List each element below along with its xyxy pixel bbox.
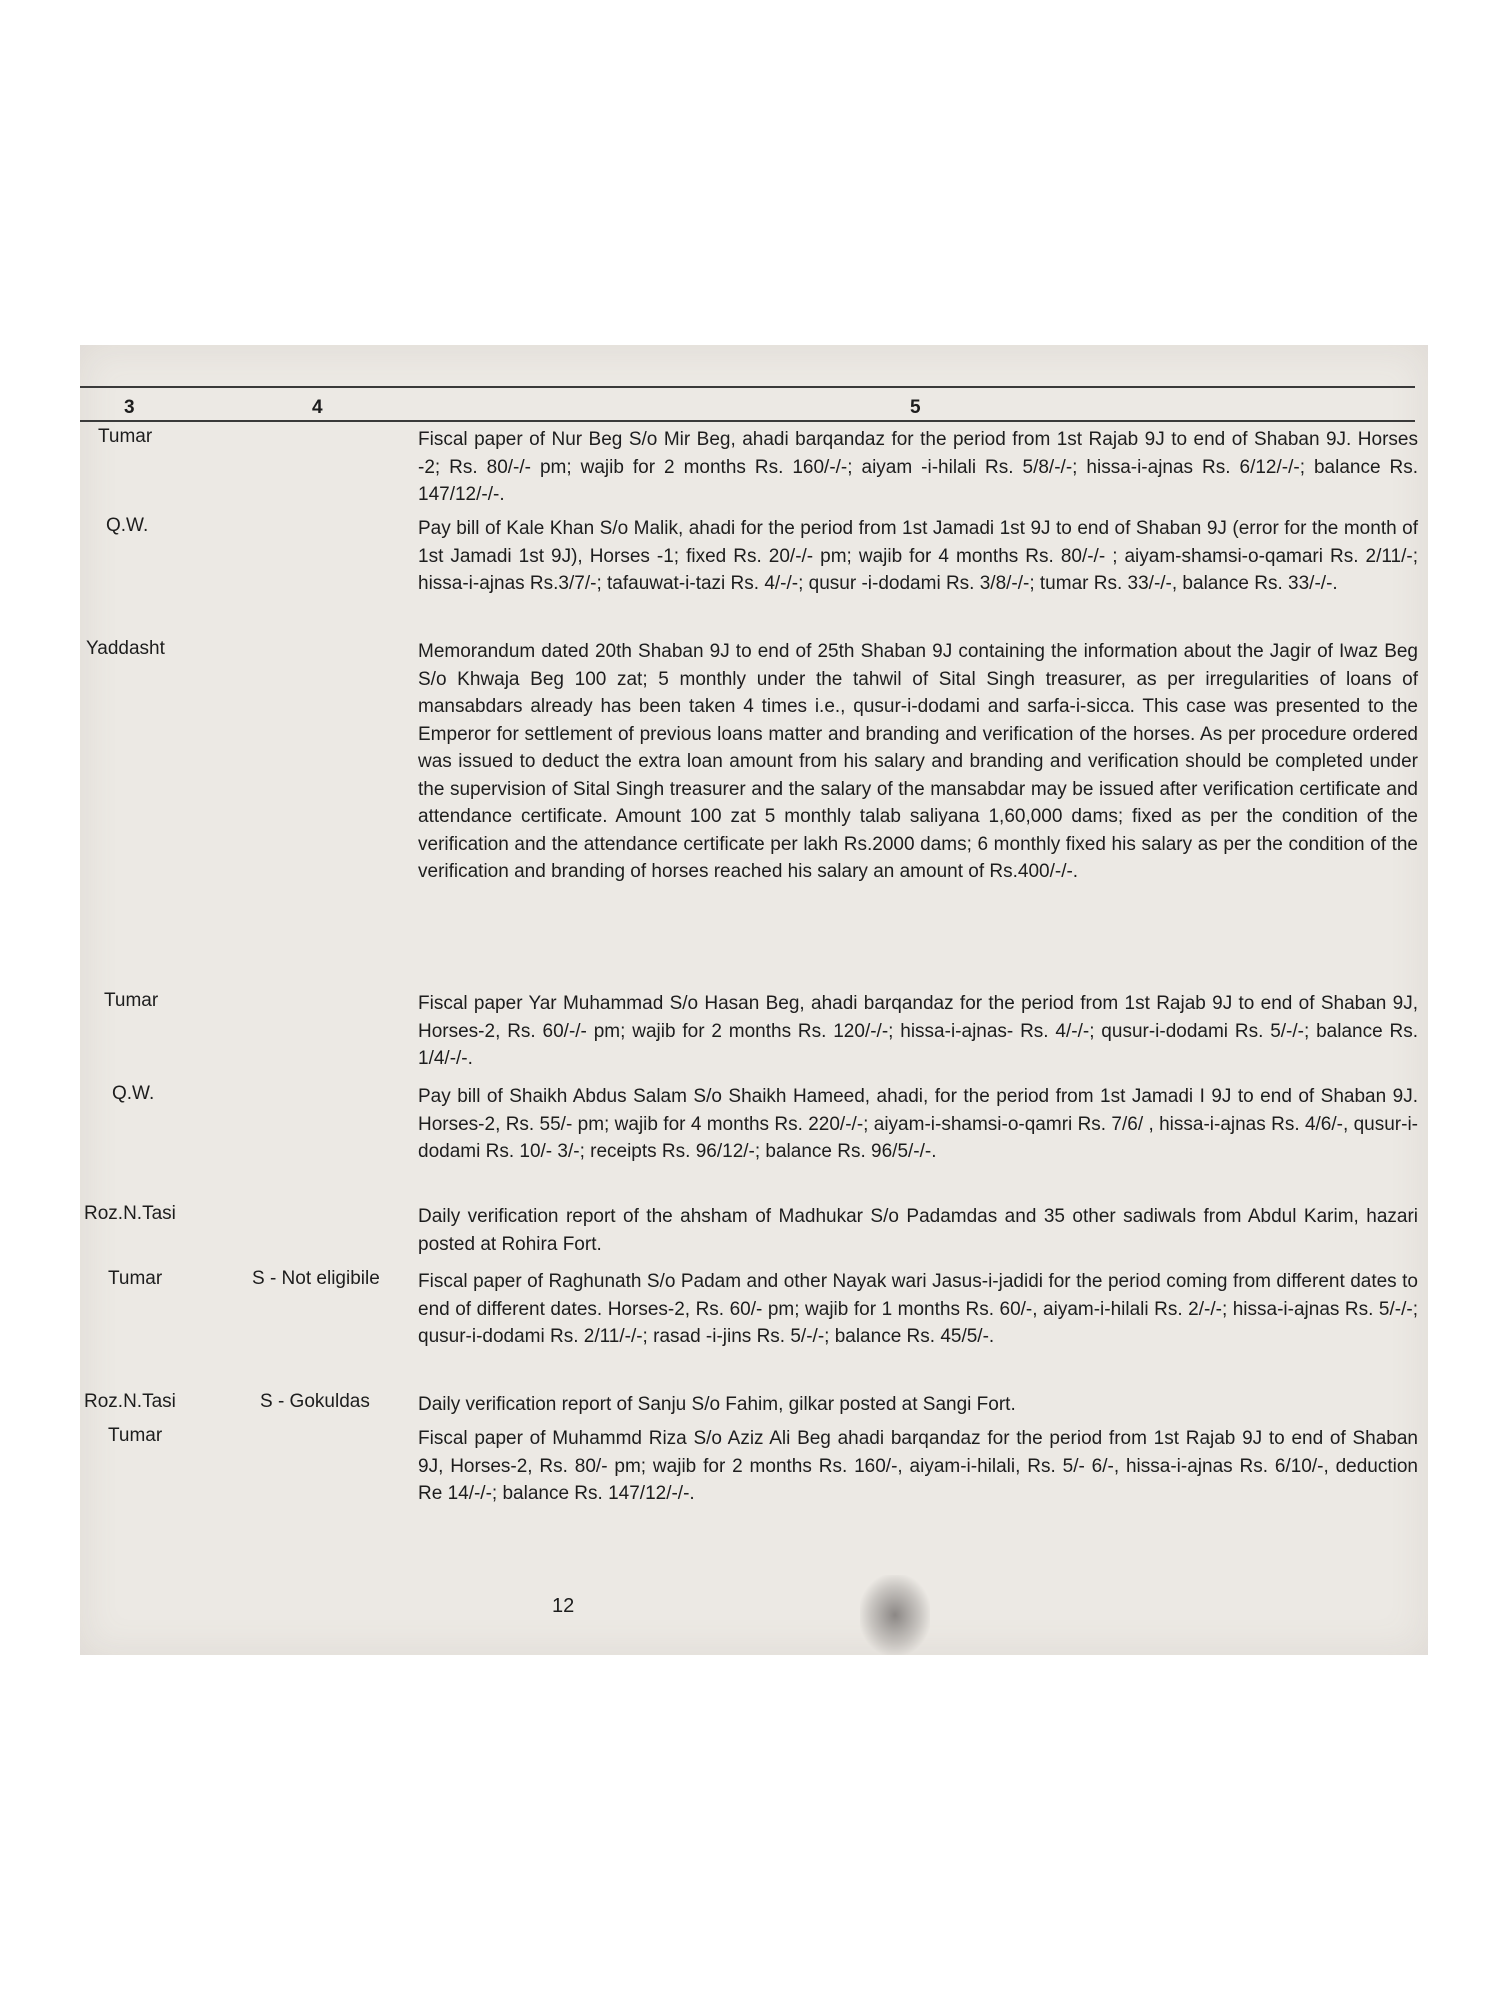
record-type: Tumar	[104, 990, 159, 1011]
record-type: Q.W.	[112, 1083, 155, 1104]
record-description: Daily verification report of the ahsham of Madhukar S/o Padamdas and 35 other sadiwals from Abdul Karim, hazari posted at Rohira Fort.	[418, 1206, 1418, 1255]
record-type: Yaddasht	[86, 638, 165, 659]
remark: S - Gokuldas	[260, 1391, 370, 1412]
record-type: Tumar	[98, 426, 153, 447]
record-type: Roz.N.Tasi	[84, 1391, 176, 1412]
record-description: Pay bill of Shaikh Abdus Salam S/o Shaikh Hameed, ahadi, for the period from 1st Jamadi I 9J to end of Shaban 9J. Horses-2, Rs. 55/- pm; wajib for 4 months Rs. 220/-/-; aiyam-i-shamsi-o-qamri Rs. 7/6/ , hissa-i-ajnas Rs. 4/6/-, qusur-i-dodami Rs. 10/- 3/-; receipts Rs. 96/12/-; balance Rs. 96/5/-/-.	[418, 1086, 1418, 1162]
record-description: Fiscal paper of Muhammd Riza S/o Aziz Ali Beg ahadi barqandaz for the period from 1st Rajab 9J to end of Shaban 9J, Horses-2, Rs. 80/- pm; wajib for 2 months Rs. 160/-, aiyam-i-hilali, Rs. 5/- 6/-, hissa-i-ajnas Rs. 6/10/-, deduction Re 14/-/-; balance Rs. 147/12/-/-.	[418, 1428, 1418, 1504]
record-description: Daily verification report of Sanju S/o Fahim, gilkar posted at Sangi Fort.	[418, 1394, 1016, 1415]
record-type: Roz.N.Tasi	[84, 1203, 176, 1224]
record-description: Pay bill of Kale Khan S/o Malik, ahadi for the period from 1st Jamadi 1st 9J to end of Shaban 9J (error for the month of 1st Jamadi 1st 9J), Horses -1; fixed Rs. 20/-/- pm; wajib for 4 months Rs. 80/-/- ; aiyam-shamsi-o-qamari Rs. 2/11/-; hissa-i-ajnas Rs.3/7/-; tafauwat-i-tazi Rs. 4/-/-; qusur -i-dodami Rs. 3/8/-/-; tumar Rs. 33/-/-, balance Rs. 33/-/-.	[418, 518, 1418, 594]
column-5-header: 5	[910, 397, 921, 418]
record-description: Fiscal paper of Raghunath S/o Padam and other Nayak wari Jasus-i-jadidi for the period coming from different dates to end of different dates. Horses-2, Rs. 60/- pm; wajib for 1 months Rs. 60/-, aiyam-i-hilali Rs. 2/-/-; hissa-i-ajnas Rs. 5/-/-; qusur-i-dodami Rs. 2/11/-/-; rasad -i-jins Rs. 5/-/-; balance Rs. 45/5/-.	[418, 1271, 1418, 1347]
column-4-header: 4	[312, 397, 323, 418]
record-type: Tumar	[108, 1268, 163, 1289]
page-number: 12	[552, 1595, 575, 1617]
record-description: Fiscal paper of Nur Beg S/o Mir Beg, ahadi barqandaz for the period from 1st Rajab 9J to end of Shaban 9J. Horses -2; Rs. 80/-/- pm; wajib for 2 months Rs. 160/-/-; aiyam -i-hilali Rs. 5/8/-/-; hissa-i-ajnas Rs. 6/12/-/-; balance Rs. 147/12/-/-.	[418, 429, 1418, 505]
remark: S - Not eligibile	[252, 1268, 380, 1289]
record-description: Fiscal paper Yar Muhammad S/o Hasan Beg, ahadi barqandaz for the period from 1st Rajab 9J to end of Shaban 9J, Horses-2, Rs. 60/-/- pm; wajib for 2 months Rs. 120/-/-; hissa-i-ajnas- Rs. 4/-/-; qusur-i-dodami Rs. 5/-/-; balance Rs. 1/4/-/-.	[418, 993, 1418, 1069]
top-rule	[80, 386, 1415, 388]
record-description: Memorandum dated 20th Shaban 9J to end of 25th Shaban 9J containing the information about the Jagir of Iwaz Beg S/o Khwaja Beg 100 zat; 5 monthly under the tahwil of Sital Singh treasurer, as per irregularities of loans of mansabdars already has been taken 4 times i.e., qusur-i-dodami and sarfa-i-sicca. This case was presented to the Emperor for settlement of previous loans matter and branding and verification of the horses. As per procedure ordered was issued to deduct the extra loan amount from his salary and branding and verification should be completed under the supervision of Sital Singh treasurer and the salary of the mansabdar may be issued after verification certificate and attendance certificate. Amount 100 zat 5 monthly talab saliyana 1,60,000 dams; fixed as per the condition of the verification and the attendance certificate per lakh Rs.2000 dams; 6 monthly fixed his salary as per the condition of the verification and branding of horses reached his salary an amount of Rs.400/-/-.	[418, 641, 1418, 882]
scan-smudge	[860, 1575, 930, 1655]
column-3-header: 3	[124, 397, 135, 418]
record-type: Q.W.	[106, 515, 149, 536]
header-rule	[80, 420, 1415, 422]
record-type: Tumar	[108, 1425, 163, 1446]
